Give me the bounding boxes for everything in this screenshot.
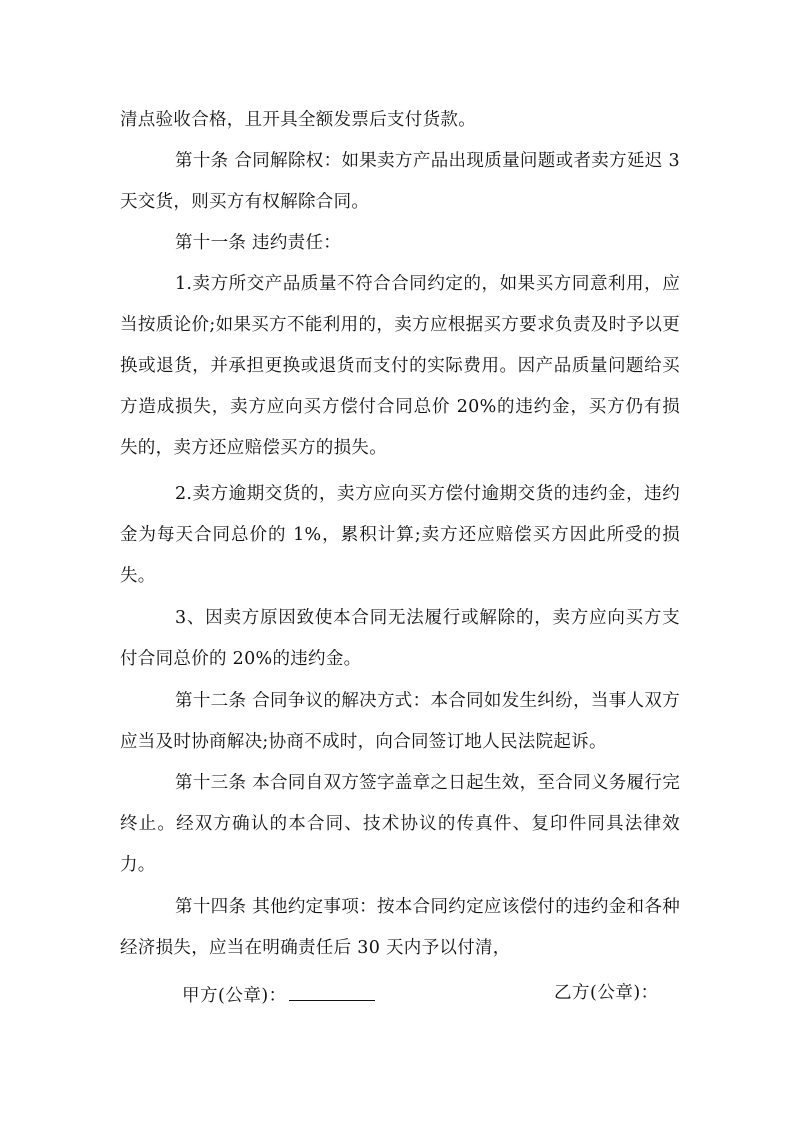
party-a-signature: [182, 980, 375, 1009]
party-b-label: 乙方(公章)：: [554, 983, 659, 1003]
paragraph-article-11-heading: 第十一条 违约责任：: [175, 233, 342, 253]
party-a-label: 甲方(公章)：: [182, 986, 287, 1006]
paragraph-article-13: 第十三条 本合同自双方签字盖章之日起生效，至合同义务履行完终止。经双方确认的本合同、技术协议的传真件、复印件同具法律效力。: [120, 773, 680, 875]
paragraph-article-10: 第十条 合同解除权：如果卖方产品出现质量问题或者卖方延迟 3 天交货，则买方有权解除合同。: [120, 151, 680, 212]
paragraph-article-12: 第十二条 合同争议的解决方式：本合同如发生纠纷，当事人双方应当及时协商解决;协商不成时，向合同签订地人民法院起诉。: [120, 691, 680, 752]
party-a-signature-line: [289, 980, 375, 1001]
paragraph-payment-terms: 清点验收合格，且开具全额发票后支付货款。: [120, 110, 476, 130]
party-b-signature: [554, 980, 659, 1006]
signature-row: [0, 980, 794, 1010]
paragraph-article-11-item-1: 1.卖方所交产品质量不符合合同约定的，如果买方同意利用，应当按质论价;如果买方不能利用的，卖方应根据买方要求负责及时予以更换或退货，并承担更换或退货而支付的实际费用。因产品质量问题给买方造成损失，卖方应向买方偿付合同总价 20%的违约金，买方仍有损失的，卖方还应赔偿买方的损失。: [120, 274, 680, 458]
paragraph-article-14: 第十四条 其他约定事项：按本合同约定应该偿付的违约金和各种经济损失，应当在明确责任后 30 天内予以付清，: [120, 897, 680, 958]
paragraph-article-11-item-2: 2.卖方逾期交货的，卖方应向买方偿付逾期交货的违约金，违约金为每天合同总价的 1%，累积计算;卖方还应赔偿买方因此所受的损失。: [120, 484, 680, 586]
paragraph-article-11-item-3: 3、因卖方原因致使本合同无法履行或解除的，卖方应向买方支付合同总价的 20%的违约金。: [120, 608, 680, 669]
